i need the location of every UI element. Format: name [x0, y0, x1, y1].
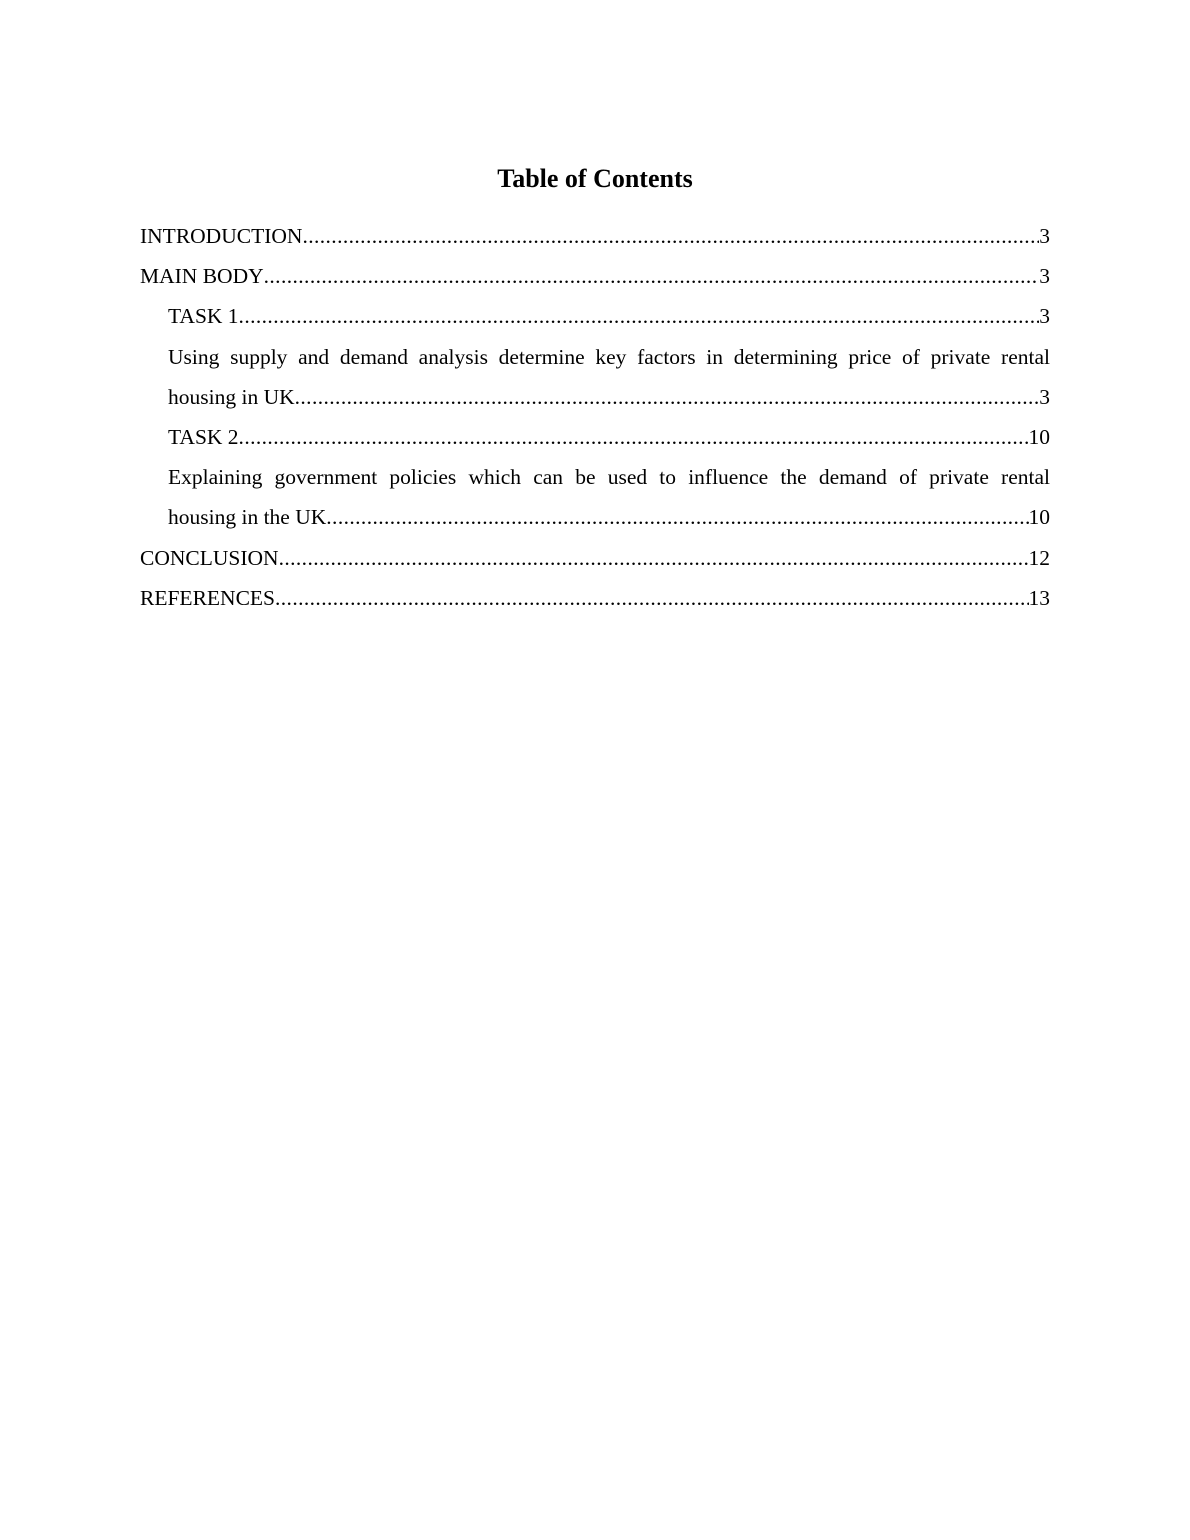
toc-entry-references[interactable] [140, 578, 1050, 618]
toc-entry-task-1[interactable] [140, 296, 1050, 336]
toc-entry-conclusion[interactable] [140, 538, 1050, 578]
toc-list [140, 216, 1050, 618]
toc-entry-label: housing in UK [168, 384, 295, 409]
toc-entry-label: REFERENCES [140, 585, 275, 610]
toc-dot-leader [239, 296, 1040, 336]
toc-page-number: 10 [1028, 425, 1050, 450]
toc-page-number: 3 [1039, 304, 1050, 329]
toc-dot-leader [302, 216, 1039, 256]
toc-entry-label-line-1: Using supply and demand analysis determine key factors in determining price of private rental [168, 344, 1050, 369]
toc-page-number: 3 [1039, 264, 1050, 289]
toc-dot-leader [275, 578, 1029, 618]
toc-entry-label: TASK 2 [168, 425, 239, 450]
toc-dot-leader [295, 377, 1040, 417]
toc-title: Table of Contents [497, 164, 693, 193]
toc-entry-label-line-1: Explaining government policies which can be used to influence the demand of private rental [168, 465, 1050, 490]
toc-dot-leader [239, 417, 1029, 457]
toc-entry-task-2[interactable] [140, 417, 1050, 457]
toc-entry-label: MAIN BODY [140, 264, 264, 289]
toc-page-number: 13 [1028, 585, 1050, 610]
toc-entry-label: TASK 1 [168, 304, 239, 329]
toc-dot-leader [264, 256, 1040, 296]
toc-entry-main-body[interactable] [140, 256, 1050, 296]
toc-page-number: 12 [1028, 545, 1050, 570]
toc-entry-label: INTRODUCTION [140, 224, 303, 248]
toc-page-number: 3 [1039, 384, 1050, 409]
toc-page-number: 3 [1039, 224, 1050, 248]
toc-dot-leader [326, 497, 1028, 537]
toc-entry-introduction[interactable] [140, 216, 1050, 256]
toc-entry-label: housing in the UK [168, 505, 327, 530]
toc-entry-label: CONCLUSION [140, 545, 279, 570]
toc-dot-leader [279, 538, 1029, 578]
toc-page-number: 10 [1028, 505, 1050, 530]
toc-entry-supply-demand-analysis[interactable] [140, 337, 1050, 417]
toc-entry-government-policies[interactable] [140, 457, 1050, 537]
